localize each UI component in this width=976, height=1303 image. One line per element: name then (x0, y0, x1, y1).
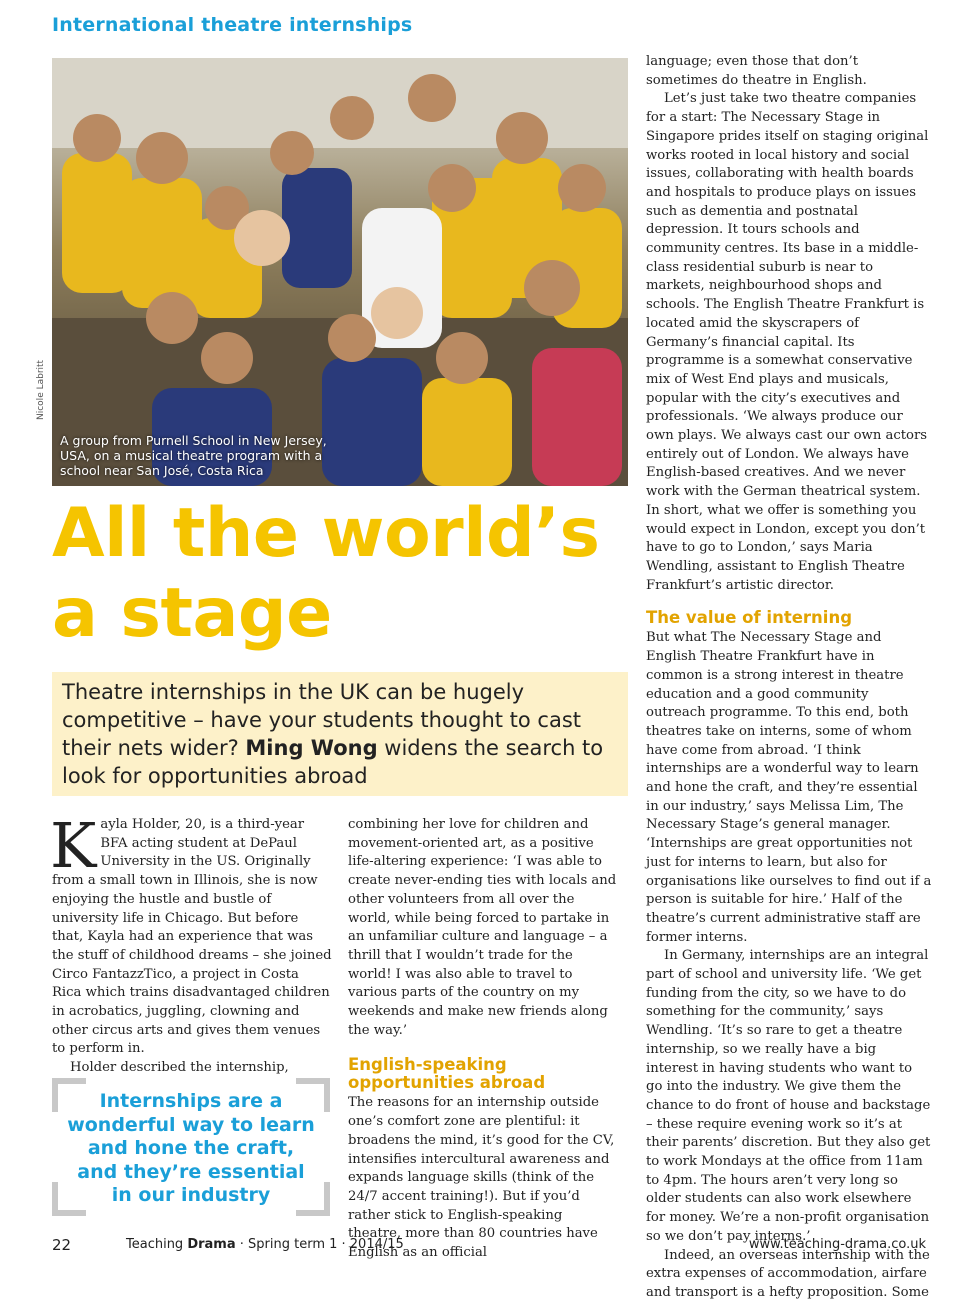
magazine-prefix: Teaching (126, 1237, 188, 1252)
photo-illustration (52, 58, 628, 486)
headline-line-1: All the world’s (52, 494, 600, 573)
body-column-2 (348, 816, 618, 1263)
photo-caption: A group from Purnell School in New Jersey, USA, on a musical theatre program with a school near San José, Costa Rica (60, 433, 327, 478)
headline-line-2: a stage (52, 574, 332, 653)
paragraph: Holder described the internship, (70, 1060, 289, 1076)
page-number: 22 (52, 1236, 72, 1254)
paragraph: Let’s just take two theatre companies for a start: The Necessary Stage in Singapore prides itself on staging original works rooted in local history and social issues, collaborating with health boards and hospitals to produce plays on issues such as dementia and postnatal depression. It tours schools and community centres. Its base in a middle-class residential suburb is near to markets, neighbourhood shops and schools. The English Theatre Frankfurt is located amid the skyscrapers of Germany’s financial capital. Its programme is a somewhat conservative mix of West End plays and musicals, popular with the city’s executives and professionals. ‘We always produce our own plays. We always cast our own actors entirely out of London. We always have English-based creatives. And we never work with the German theatrical system. In short, what we offer is something you would expect in London, except you don’t have to go to London,’ says Maria Wendling, assistant to English Theatre Frankfurt’s artistic director. (646, 91, 929, 593)
headline (52, 494, 632, 654)
website-url: www.teaching-drama.co.uk (748, 1237, 926, 1252)
subheading: The value of interning (646, 608, 853, 628)
page-footer (52, 1236, 926, 1256)
paragraph-text: ayla Holder, 20, is a third-year BFA acting student at DePaul University in the US. Originally from a small town in Illinois, she is now enjoying the hustle and bustle of university life in Chicago. But before that, Kayla had an experience that was the stuff of childhood dreams – she joined Circo FantazzTico, a project in Costa Rica which trains disadvantaged children in acrobatics, juggling, clowning and other circus arts and gives them venues to perform in. (52, 817, 332, 1057)
photo-credit: Nicole Labritt (36, 359, 46, 420)
paragraph: combining her love for children and movement-oriented art, as a positive life-altering experience: ‘I was able to create never-ending ties with locals and other volunteers from all over the world, while being forced to partake in an unfamiliar culture and language – a thrill that I wouldn’t trade for the world! I was also able to travel to various parts of the country on my weekends and make new friends along the way.’ (348, 817, 617, 1038)
subheading: English-speaking opportunities abroad (348, 1055, 546, 1093)
standfirst-text-end: widens the search to look for opportunities abroad (62, 736, 604, 788)
section-title: International theatre internships (52, 14, 413, 36)
pull-quote-text: Internships are a wonderful way to learn and hone the craft, and they’re essential in our industry (67, 1090, 315, 1206)
paragraph (50, 809, 332, 1059)
body-column-3 (646, 53, 932, 1303)
paragraph: In Germany, internships are an integral part of school and university life. ‘We get funding from the city, so we have to do something for the community,’ says Wendling. ‘It’s so rare to get a theatre internship, so we really have a big interest in having students who want to go into the industry. We give them the chance to do front of house and backstage – these require evening work so it’s at their parents’ discretion. But they also get to work Mondays at the office from 11am to 4pm. The hours aren’t very long so older students can also work elsewhere for money. We’re a non-profit organisation so we don’t pay interns.’ (646, 948, 931, 1244)
drop-cap: K (50, 809, 97, 882)
paragraph: The reasons for an internship outside one’s comfort zone are plentiful: it broadens the mind, it’s good for the CV, intensifies intercultural awareness and expands language skills (think of the 24/7 accent training!). But if you’d rather stick to English-speaking theatre, more than 80 countries have English as an official (348, 1095, 615, 1261)
issue-info: · Spring term 1 · 2014/15 (235, 1237, 404, 1252)
body-column-1 (50, 809, 332, 1078)
magazine-name (126, 1237, 404, 1252)
group-photo (52, 58, 628, 486)
magazine-bold: Drama (187, 1237, 236, 1252)
standfirst (52, 672, 628, 796)
paragraph: Indeed, an overseas internship with the extra expenses of accommodation, airfare and transport is a hefty proposition. Some (646, 1247, 930, 1300)
pull-quote (52, 1078, 330, 1216)
paragraph: language; even those that don’t sometimes do theatre in English. (646, 54, 867, 88)
standfirst-text: Theatre internships in the UK can be hugely competitive – have your students thought to cast their nets wider? (62, 680, 582, 760)
paragraph: But what The Necessary Stage and English Theatre Frankfurt have in common is a strong interest in theatre education and a good community outreach programme. To this end, both theatres take on interns, some of whom have come from abroad. ‘I think internships are a wonderful way to learn and hone the craft, and they’re essential in our industry,’ says Melissa Lim, The Necessary Stage’s general manager. ‘Internships are great opportunities not just for interns to learn, but also for organisations like ourselves to find out if a person is suitable for hire.’ Half of the theatre’s current administrative staff are former interns. (646, 630, 932, 945)
author-name: Ming Wong (245, 736, 378, 760)
